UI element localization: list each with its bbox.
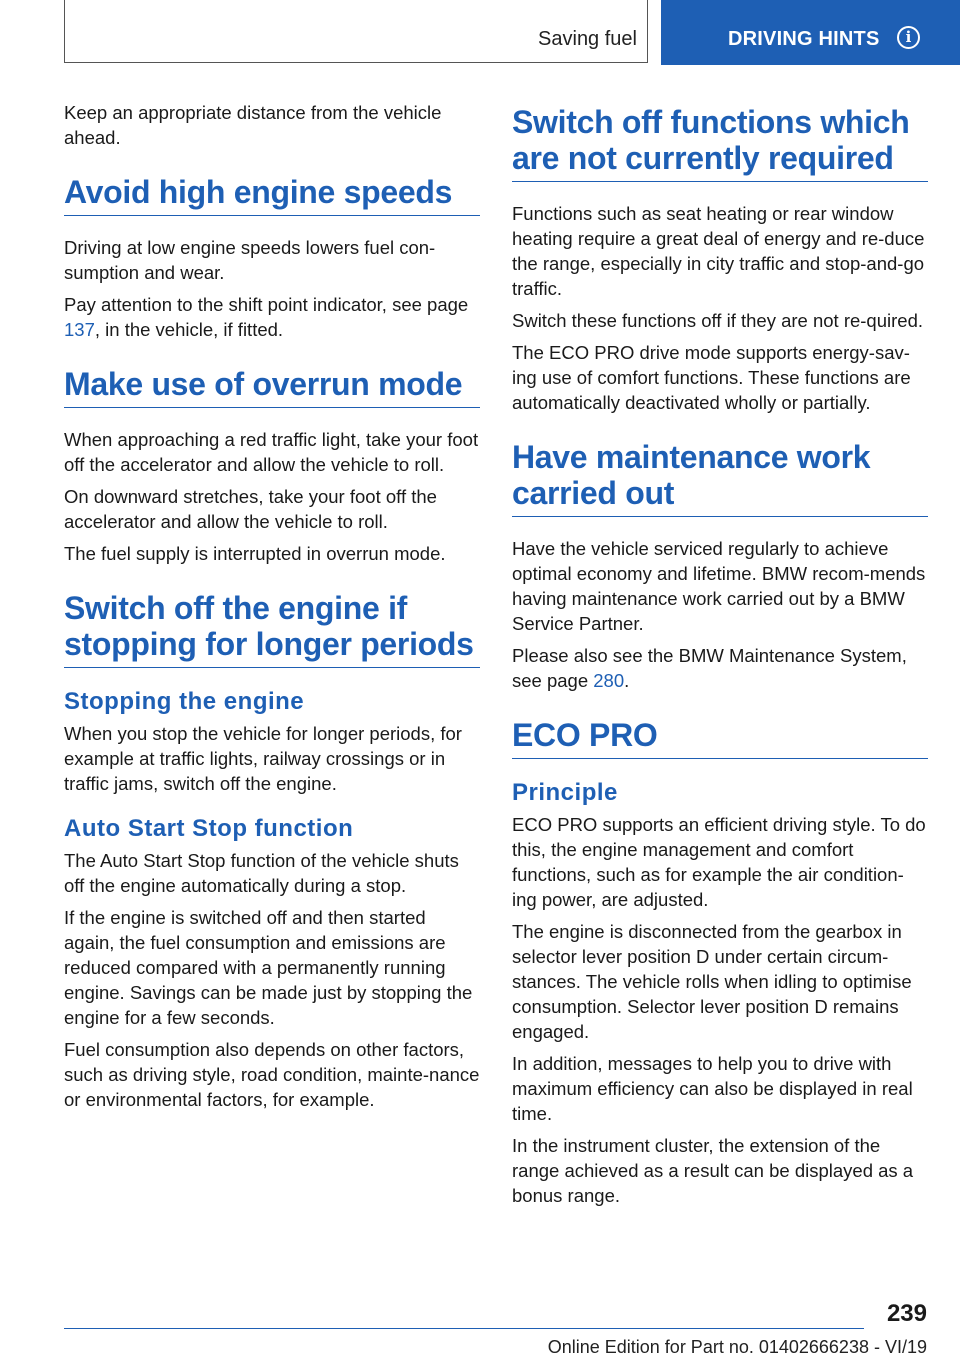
paragraph: Driving at low engine speeds lowers fuel con‐sumption and wear. <box>64 237 436 283</box>
page-link-137[interactable]: 137 <box>64 319 95 340</box>
heading-maintenance: Have maintenance work carried out <box>512 439 928 517</box>
heading-avoid-high-engine-speeds: Avoid high engine speeds <box>64 174 480 216</box>
paragraph: When you stop the vehicle for longer periods, for example at traffic lights, railway crossings or in traffic jams, switch off the engine. <box>64 723 462 794</box>
paragraph: Functions such as seat heating or rear window heating require a great deal of energy and re‐duce the range, especially in city traffic and stop-and-go traffic. <box>512 203 925 299</box>
intro-paragraph: Keep an appropriate distance from the vehicle ahead. <box>64 102 442 148</box>
subheading-stopping-engine: Stopping the engine <box>64 688 305 715</box>
page-number: 239 <box>886 1300 927 1327</box>
paragraph-text: Please also see the BMW Maintenance System, see page <box>512 645 907 691</box>
paragraph: In the instrument cluster, the extension of the range achieved as a result can be displayed as a bonus range. <box>512 1135 914 1206</box>
paragraph <box>64 292 480 342</box>
header-chapter-tab[interactable] <box>661 0 960 65</box>
page-link-280[interactable]: 280 <box>593 670 625 691</box>
paragraph: The fuel supply is interrupted in overrun mode. <box>64 543 446 564</box>
footer-divider <box>64 1328 864 1329</box>
paragraph: In addition, messages to help you to drive with maximum efficiency can also be displayed in real time. <box>512 1053 913 1124</box>
paragraph: Have the vehicle serviced regularly to achieve optimal economy and lifetime. BMW recom‐mends having maintenance work carried out by a BMW Service Partner. <box>512 538 926 634</box>
heading-switch-off-functions: Switch off functions which are not currently required <box>512 104 928 182</box>
paragraph: If the engine is switched off and then started again, the fuel consumption and emissions are reduced compared with a permanently running engine. Savings can be made just by stopping the engine for a few seconds. <box>64 907 473 1028</box>
footer-edition: Online Edition for Part no. 01402666238 - VI/19 <box>547 1337 927 1357</box>
subheading-auto-start-stop: Auto Start Stop function <box>64 815 354 842</box>
info-icon[interactable]: i <box>897 26 920 49</box>
paragraph: Switch these functions off if they are not re‐quired. <box>512 310 923 331</box>
paragraph: The Auto Start Stop function of the vehicle shuts off the engine automatically during a stop. <box>64 850 459 896</box>
paragraph <box>512 643 928 693</box>
header-section-title: Saving fuel <box>538 28 637 50</box>
header-section-box <box>64 0 648 63</box>
paragraph-text: . <box>624 670 630 691</box>
paragraph: Fuel consumption also depends on other factors, such as driving style, road condition, mainte‐nance or environmental factors, for example. <box>64 1039 480 1110</box>
left-column <box>64 100 480 1119</box>
heading-switch-off-engine: Switch off the engine if stopping for longer periods <box>64 590 480 668</box>
paragraph-text: , in the vehicle, if fitted. <box>94 319 284 340</box>
heading-overrun-mode: Make use of overrun mode <box>64 366 480 408</box>
header-chapter-title: DRIVING HINTS <box>728 28 880 50</box>
right-column <box>512 104 928 1215</box>
paragraph-text: Pay attention to the shift point indicator, see page <box>64 294 469 315</box>
heading-eco-pro: ECO PRO <box>512 717 928 759</box>
paragraph: On downward stretches, take your foot off the accelerator and allow the vehicle to roll. <box>64 486 437 532</box>
paragraph: ECO PRO supports an efficient driving style. To do this, the engine management and comfort functions, such as for example the air condition‐ing power, are adjusted. <box>512 814 926 910</box>
paragraph: When approaching a red traffic light, take your foot off the accelerator and allow the vehicle to roll. <box>64 429 479 475</box>
paragraph: The ECO PRO drive mode supports energy-sav‐ing use of comfort functions. These functions are automatically deactivated wholly or partially. <box>512 342 911 413</box>
subheading-principle: Principle <box>512 779 618 806</box>
paragraph: The engine is disconnected from the gearbox in selector lever position D under certain circum‐stances. The vehicle rolls when idling to optimise consumption. Selector lever position D remains engaged. <box>512 921 912 1042</box>
